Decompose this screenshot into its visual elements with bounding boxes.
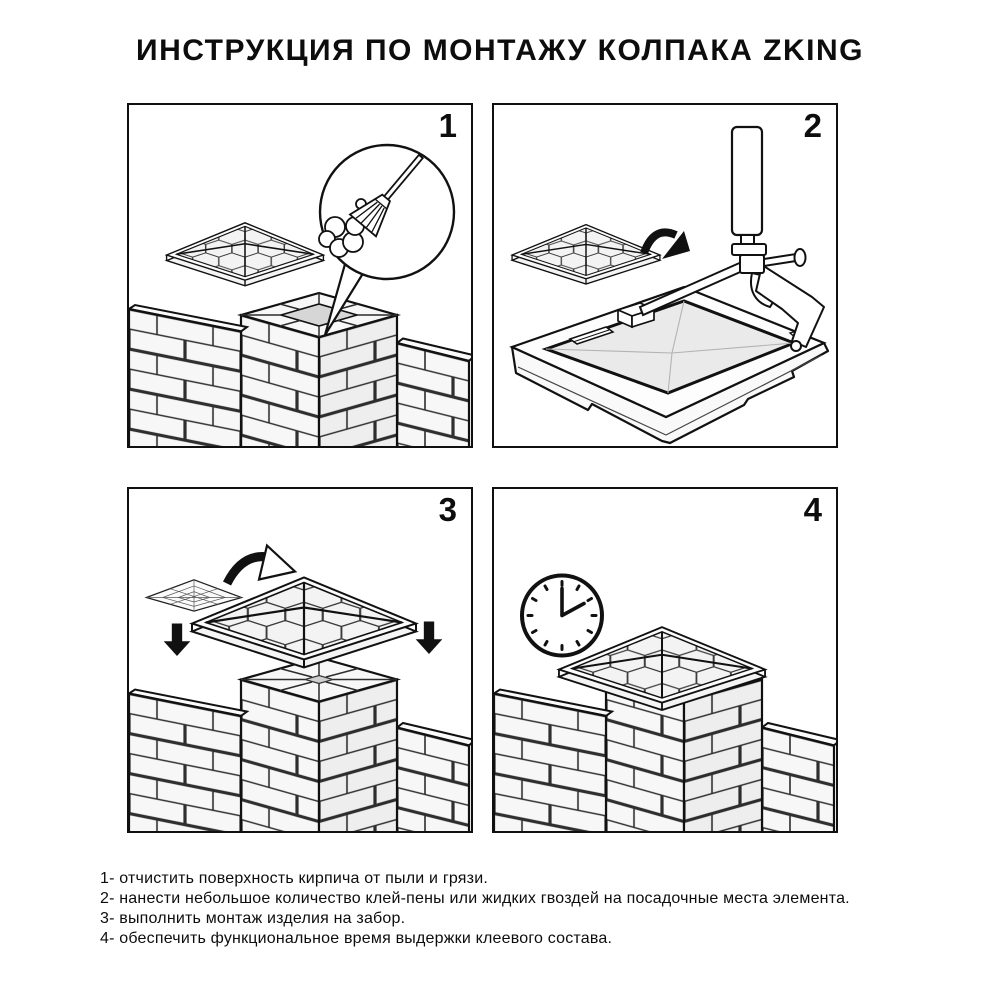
step-list [100, 869, 850, 949]
page-title: ИНСТРУКЦИЯ ПО МОНТАЖУ КОЛПАКА ZKING [136, 34, 864, 67]
panels-grid [127, 103, 838, 833]
step-line-3: 3- выполнить монтаж изделия на забор. [100, 910, 406, 927]
panel-4-number: 4 [803, 491, 822, 528]
panel-step-1 [127, 103, 473, 448]
chimney-cap [167, 223, 324, 286]
brick-pillar [241, 293, 397, 446]
panel-1-illustration [129, 105, 471, 446]
panel-1-number: 1 [438, 107, 457, 144]
panel-3-number: 3 [438, 491, 457, 528]
panel-4-illustration [494, 489, 836, 831]
down-arrow-icon [164, 624, 191, 657]
chimney-cap-inverted [146, 580, 241, 611]
brick-pillar [241, 658, 397, 832]
chimney-cap [512, 225, 660, 284]
step-line-4: 4- обеспечить функциональное время выдержки клеевого состава. [100, 930, 613, 947]
panel-2-illustration [494, 105, 836, 446]
clock-icon [522, 576, 602, 656]
panel-3-illustration [129, 489, 471, 831]
panel-step-2 [492, 103, 838, 448]
panel-step-4 [492, 487, 838, 833]
flip-arrow-icon [227, 546, 295, 584]
down-arrow-icon [416, 622, 443, 655]
step-line-2: 2- нанести небольшое количество клей-пены или жидких гвоздей на посадочные места элемента. [100, 890, 850, 907]
step-line-1: 1- отчистить поверхность кирпича от пыли и грязи. [100, 870, 488, 887]
panel-2-number: 2 [803, 107, 822, 144]
chimney-cap-inverted-tray [512, 287, 828, 443]
panel-step-3 [127, 487, 473, 833]
brick-fence [129, 658, 471, 832]
brick-fence [129, 293, 471, 446]
